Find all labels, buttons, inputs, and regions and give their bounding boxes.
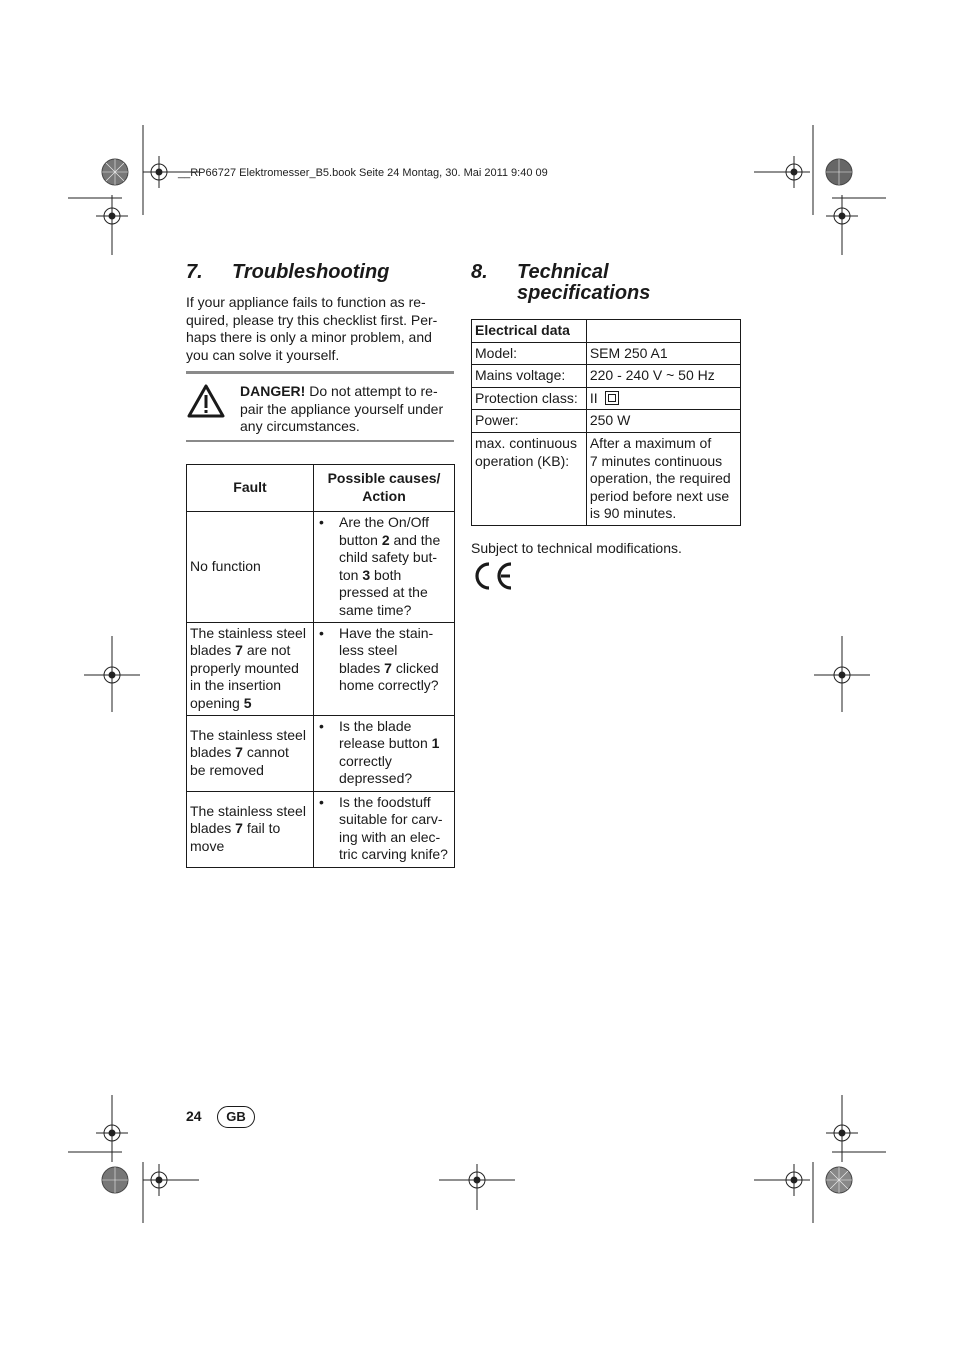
fault-cell: No function bbox=[187, 512, 314, 623]
print-info-line: __RP66727 Elektromesser_B5.book Seite 24 Montag, 30. Mai 2011 9:40 09 bbox=[178, 167, 548, 179]
table-row bbox=[472, 432, 741, 525]
section-title-cont: specifications bbox=[517, 282, 651, 304]
danger-line: Do not attempt to re- bbox=[305, 383, 438, 399]
section-title: Troubleshooting bbox=[232, 261, 390, 283]
table-row bbox=[187, 791, 455, 867]
intro-line: If your appliance fails to function as re- bbox=[186, 294, 426, 310]
table-row bbox=[472, 410, 741, 433]
danger-line: any circumstances. bbox=[240, 418, 360, 435]
tech-value bbox=[586, 387, 740, 410]
tech-value: 250 W bbox=[586, 410, 740, 433]
page-number: 24 bbox=[186, 1108, 202, 1124]
warning-triangle-icon bbox=[187, 384, 225, 418]
tech-header-empty bbox=[586, 320, 740, 343]
double-insulation-icon bbox=[605, 391, 619, 405]
intro-line: quired, please try this checklist first. Per- bbox=[186, 311, 438, 328]
fault-cell: The stainless steel blades 7 cannot be removed bbox=[187, 715, 314, 791]
section-number: 8. bbox=[471, 261, 488, 283]
subject-to-modifications: Subject to technical modifications. bbox=[471, 540, 682, 556]
table-row bbox=[187, 512, 455, 623]
tech-value: SEM 250 A1 bbox=[586, 342, 740, 365]
intro-line: haps there is only a minor problem, and bbox=[186, 329, 432, 346]
tech-value: After a maximum of 7 minutes continuous operation, the required period before next use is 90 minutes. bbox=[586, 432, 740, 525]
troubleshooting-heading bbox=[186, 262, 389, 283]
tech-label: max. continuous operation (KB): bbox=[472, 432, 587, 525]
action-cell: • Is the blade release button 1 correctly depressed? bbox=[314, 715, 455, 791]
danger-line: pair the appliance yourself under bbox=[240, 400, 444, 417]
troubleshooting-intro bbox=[186, 294, 454, 364]
bullet: • bbox=[319, 514, 324, 530]
section-number: 7. bbox=[186, 261, 203, 283]
header-action: Possible causes/ Action bbox=[314, 465, 455, 512]
technical-heading bbox=[471, 262, 650, 304]
danger-label: DANGER! bbox=[240, 383, 306, 399]
bullet: • bbox=[319, 624, 324, 641]
tech-label: Model: bbox=[472, 342, 587, 365]
protection-class-value: II bbox=[589, 389, 598, 406]
bullet: • bbox=[319, 717, 324, 734]
table-row bbox=[187, 715, 455, 791]
intro-line: you can solve it yourself. bbox=[186, 346, 340, 363]
header-fault: Fault bbox=[187, 465, 314, 512]
section-title: Technical bbox=[517, 261, 609, 283]
country-badge: GB bbox=[217, 1106, 255, 1128]
table-row bbox=[472, 342, 741, 365]
tech-label: Mains voltage: bbox=[472, 365, 587, 388]
tech-header: Electrical data bbox=[472, 320, 587, 343]
bullet: • bbox=[319, 793, 324, 810]
fault-cell: The stainless steel blades 7 fail to move bbox=[187, 791, 314, 867]
ce-mark-icon bbox=[473, 561, 515, 591]
troubleshooting-table bbox=[186, 464, 455, 868]
danger-text bbox=[240, 383, 456, 436]
tech-label: Protection class: bbox=[472, 387, 587, 410]
table-row bbox=[472, 365, 741, 388]
tech-label: Power: bbox=[472, 410, 587, 433]
action-cell: • Are the On/Off button 2 and the child safety but- ton 3 both pressed at the same time? bbox=[314, 512, 455, 623]
tech-value: 220 - 240 V ~ 50 Hz bbox=[586, 365, 740, 388]
action-cell: • Have the stain- less steel blades 7 clicked home correctly? bbox=[314, 622, 455, 715]
table-row bbox=[187, 622, 455, 715]
action-cell: • Is the foodstuff suitable for carv- ing with an elec- tric carving knife? bbox=[314, 791, 455, 867]
technical-data-table bbox=[471, 319, 741, 526]
table-row bbox=[472, 387, 741, 410]
fault-cell: The stainless steel blades 7 are not properly mounted in the insertion opening 5 bbox=[187, 622, 314, 715]
